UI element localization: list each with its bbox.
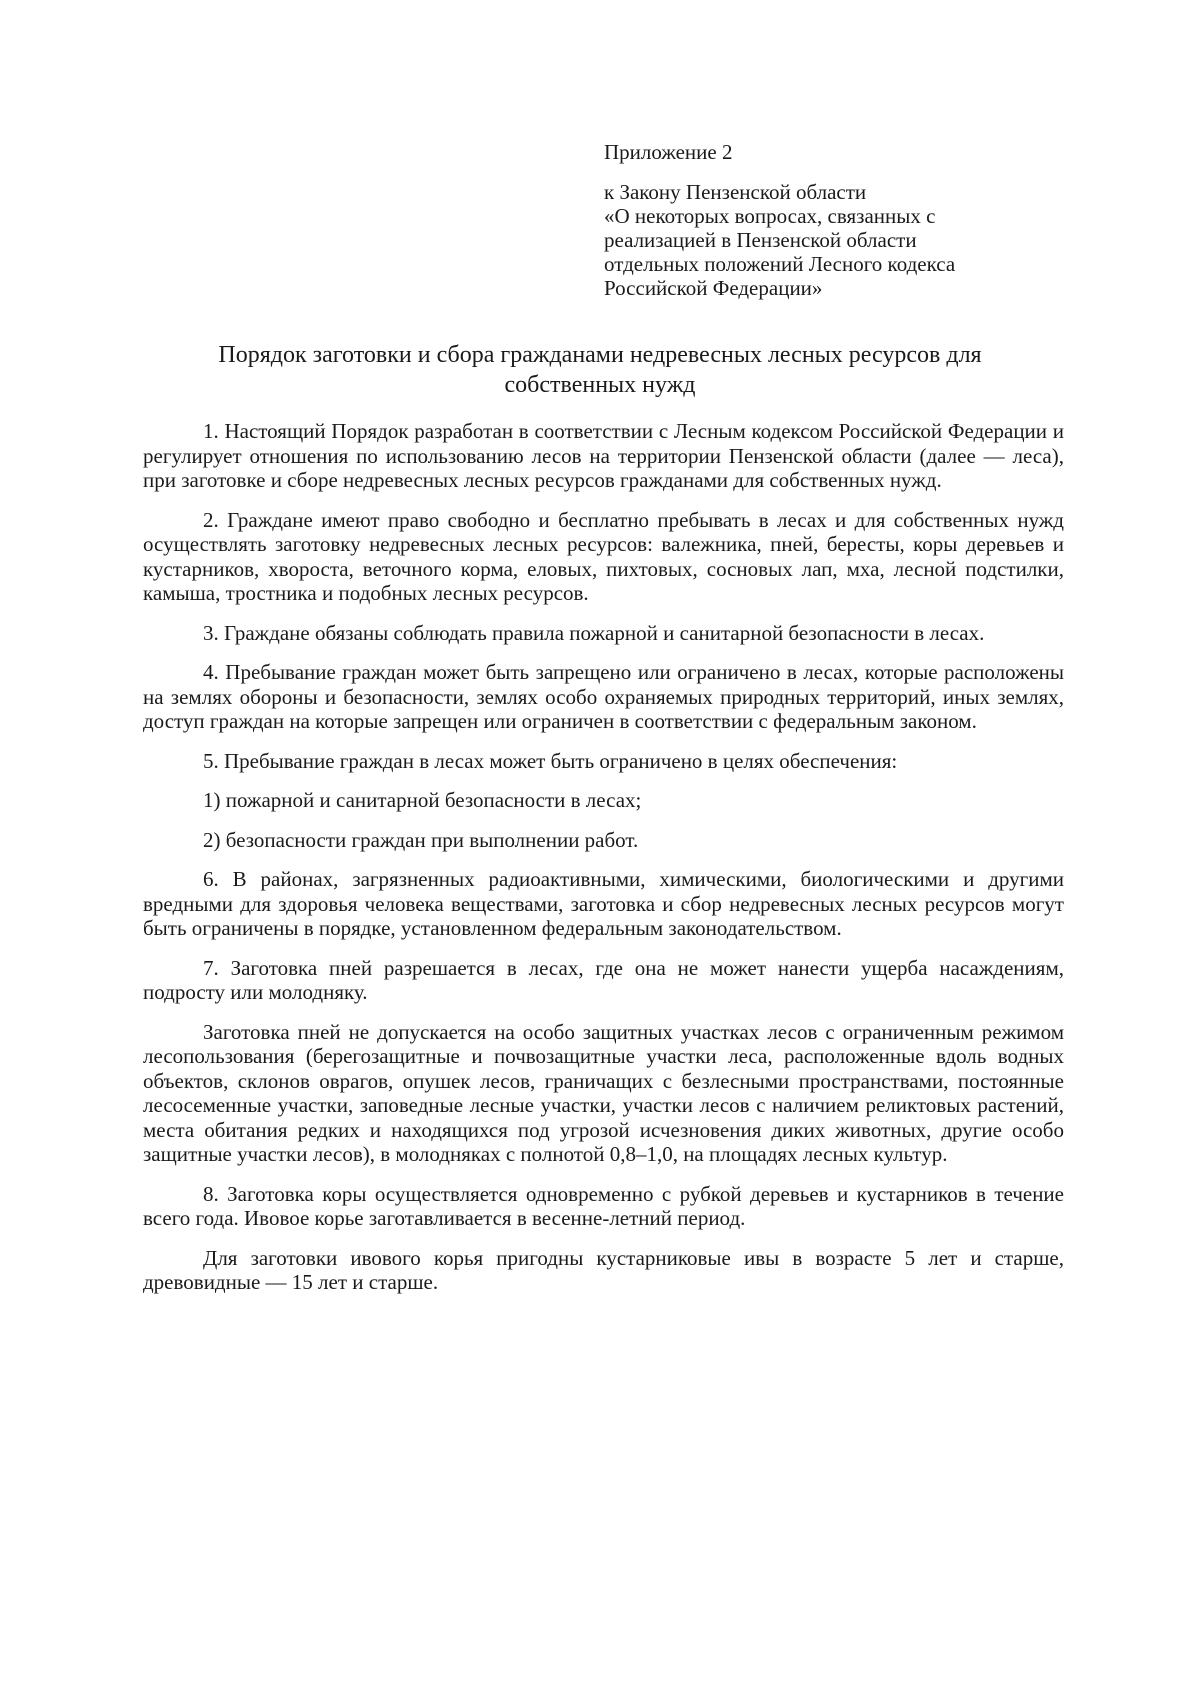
appendix-line: Российской Федерации» <box>604 276 823 300</box>
paragraph-1: 1. Настоящий Порядок разработан в соответствии с Лесным кодексом Российской Федерации и регулирует отношения по использованию лесов на территории Пензенской области (далее — леса), при заготовке и сборе недревесных лесных ресурсов гражданами для собственных нужд. <box>143 419 1064 492</box>
document-body <box>143 419 1064 1310</box>
paragraph-8: 8. Заготовка коры осуществляется одновременно с рубкой деревьев и кустарников в течение всего года. Ивовое корье заготавливается в весенне-летний период. <box>143 1181 1064 1230</box>
appendix-title: Приложение 2 <box>604 140 733 164</box>
paragraph-7-continued: Заготовка пней не допускается на особо защитных участках лесов с ограниченным режимом лесопользования (берегозащитные и почвозащитные участки леса, расположенные вдоль водных объектов, склонов оврагов, опушек лесов, граничащих с безлесными пространствами, постоянные лесосеменные участки, заповедные лесные участки, участки лесов с наличием реликтовых растений, места обитания редких и находящихся под угрозой исчезновения диких животных, другие особо защитные участки лесов), в молодняках с полнотой 0,8–1,0, на площадях лесных культур. <box>143 1019 1064 1166</box>
paragraph-4: 4. Пребывание граждан может быть запрещено или ограничено в лесах, которые расположены на землях обороны и безопасности, землях особо охраняемых природных территорий, иных землях, доступ граждан на которые запрещен или ограничен в соответствии с федеральным законом. <box>143 660 1064 733</box>
paragraph-8-continued: Для заготовки ивового корья пригодны кустарниковые ивы в возрасте 5 лет и старше, древовидные — 15 лет и старше. <box>143 1245 1064 1294</box>
document-title-line-1: Порядок заготовки и сбора гражданами недревесных лесных ресурсов для <box>218 342 982 368</box>
document-title-line-2: собственных нужд <box>504 372 696 398</box>
paragraph-3: 3. Граждане обязаны соблюдать правила пожарной и санитарной безопасности в лесах. <box>203 620 985 645</box>
paragraph-5-item-2: 2) безопасности граждан при выполнении работ. <box>203 827 639 852</box>
appendix-line: к Закону Пензенской области <box>604 180 867 204</box>
document-title <box>120 340 1080 400</box>
paragraph-7: 7. Заготовка пней разрешается в лесах, где она не может нанести ущерба насаждениям, подросту или молодняку. <box>143 955 1064 1004</box>
paragraph-6: 6. В районах, загрязненных радиоактивными, химическими, биологическими и другими вредными для здоровья человека веществами, заготовка и сбор недревесных лесных ресурсов могут быть ограничены в порядке, установленном федеральным законодательством. <box>143 867 1064 940</box>
paragraph-5-item-1: 1) пожарной и санитарной безопасности в лесах; <box>203 788 642 812</box>
paragraph-5: 5. Пребывание граждан в лесах может быть ограничено в целях обеспечения: <box>203 748 898 773</box>
appendix-block <box>604 140 1084 300</box>
appendix-line: «О некоторых вопросах, связанных с <box>604 204 936 228</box>
appendix-line: реализацией в Пензенской области <box>604 228 917 252</box>
appendix-line: отдельных положений Лесного кодекса <box>604 252 956 276</box>
paragraph-2: 2. Граждане имеют право свободно и бесплатно пребывать в лесах и для собственных нужд осуществлять заготовку недревесных лесных ресурсов: валежника, пней, бересты, коры деревьев и кустарников, хвороста, веточного корма, еловых, пихтовых, сосновых лап, мха, лесной подстилки, камыша, тростника и подобных лесных ресурсов. <box>143 507 1064 605</box>
